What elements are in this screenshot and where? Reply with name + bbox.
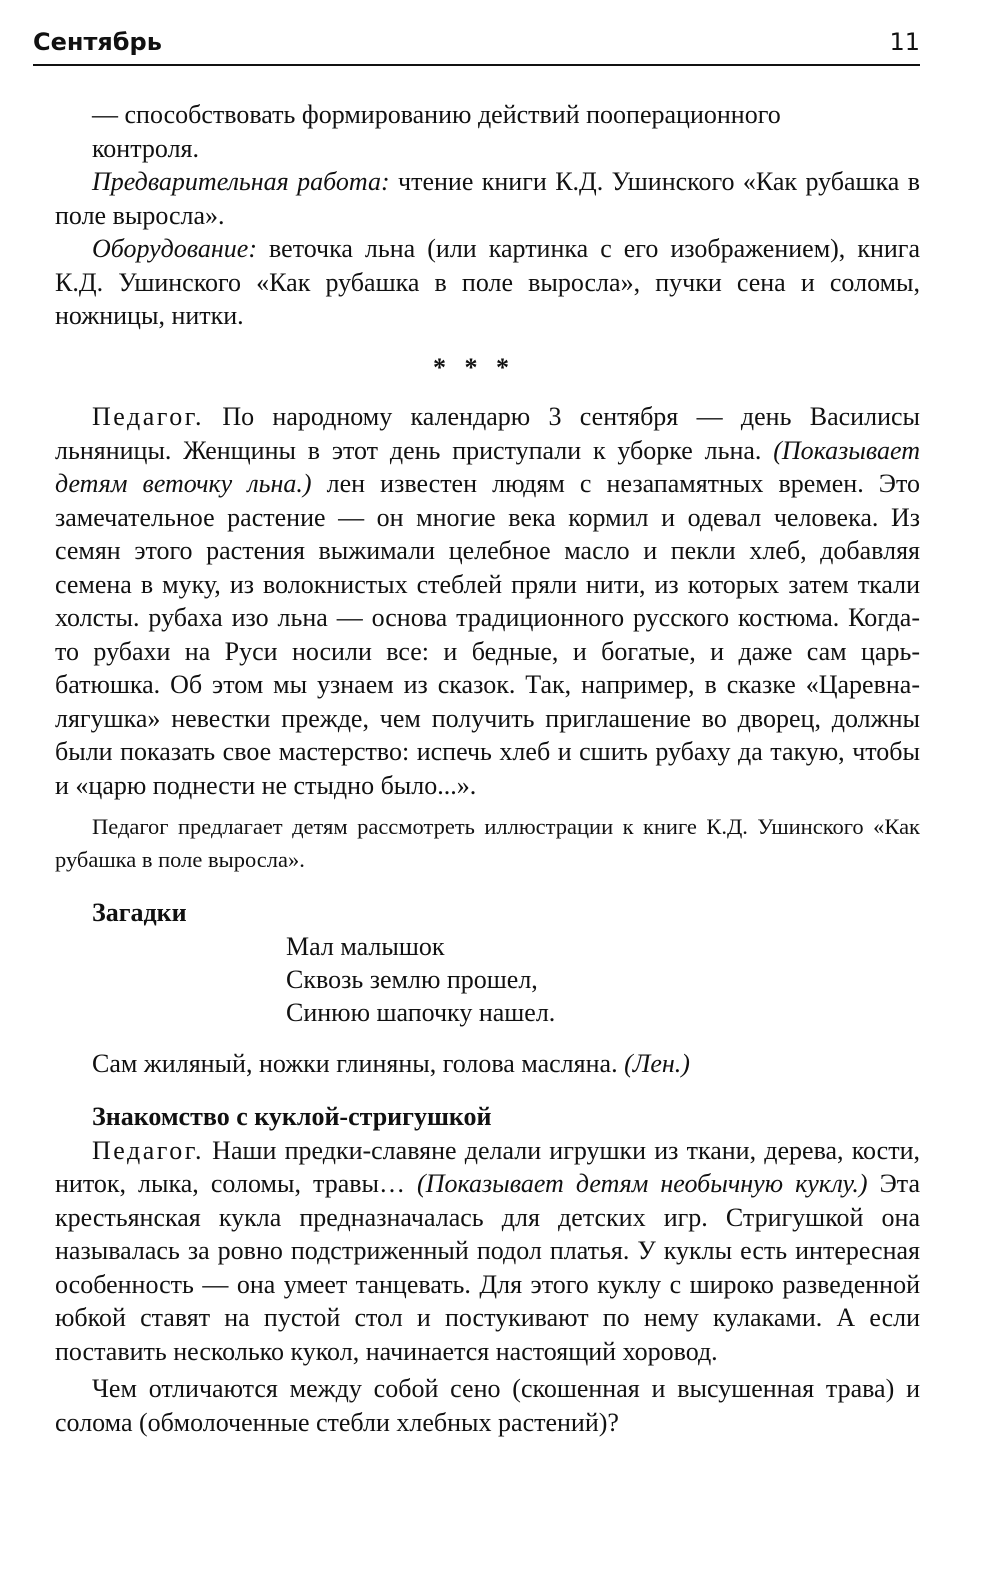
riddle-poem [286,930,920,1029]
goal-line-1: — способствовать формированию действий пооперационного [92,100,781,129]
page-number: 11 [889,28,920,56]
doll-remark: (Показывает детям необычную куклу.) [417,1169,868,1198]
riddles-heading: Загадки [92,898,187,927]
equipment-paragraph [55,232,920,333]
poem-line: Синюю шапочку нашел. [286,997,556,1027]
preparation-paragraph [55,165,920,232]
page-body [55,98,920,1439]
teacher-paragraph-flax [55,400,920,802]
stage-remark: (Показывает детям веточку льна.) [55,435,920,498]
section-separator: * * * [433,352,515,382]
riddle-two [55,1047,920,1081]
poem-line: Мал малышок [286,931,445,961]
poem-line: Сквозь землю прошел, [286,964,538,994]
teacher-paragraph-doll [55,1134,920,1369]
speaker-label: Педагог. [92,402,204,431]
equipment-label: Оборудование: [92,234,257,263]
preparation-text: чтение книги К.Д. Ушинского «Как рубашка в поле выросла». [55,167,920,230]
riddle-two-text: Сам жиляный, ножки глиняны, голова масляна. [92,1048,625,1078]
doll-heading: Знакомство с куклой-стригушкой [92,1102,492,1131]
question-paragraph: Чем отличаются между собой сено (скошенная и высушенная трава) и солома (обмолоченные стебли хлебных растений)? [55,1374,920,1437]
speaker-label: Педагог. [92,1135,204,1165]
goal-line-2: контроля. [92,133,199,163]
running-header [33,18,920,66]
teacher-note: Педагог предлагает детям рассмотреть иллюстрации к книге К.Д. Ушинского «Как рубашка в поле выросла». [55,814,920,872]
doll-text-b: Эта крестьянская кукла предназначалась для детских игр. Стригушкой она называлась за ровно подстриженный подол платья. У куклы есть интересная особенность — она умеет танцевать. Для этого куклу с широко разведенной юбкой ставят на пустой стол и постукивают по нему кулаками. А если поставить несколько кукол, начинается настоящий хоровод. [55,1169,920,1366]
preparation-label: Предварительная работа: [92,167,390,196]
chapter-title: Сентябрь [33,28,162,56]
teacher-text-a: По народному календарю 3 сентября — день Василисы льняницы. Женщины в этот день приступали к уборке льна. [55,402,920,465]
riddle-two-answer: (Лен.) [624,1048,690,1078]
goal-item [55,98,920,165]
teacher-text-b: лен известен людям с незапамятных времен. Это замечательное растение — он многие века кормил и одевал человека. Из семян этого растения выжимали целебное масло и пекли хлеб, добавляя семена в муку, из волокнистых стеблей пряли нити, из которых затем ткали холсты. рубаха изо льна — основа традиционного русского костюма. Когда-то рубахи на Руси носили все: и бедные, и богатые, и даже сам царь-батюшка. Об этом мы узнаем из сказок. Так, например, в сказке «Царевна-лягушка» невестки прежде, чем получить приглашение во дворец, должны были показать свое мастерство: испечь хлеб и сшить рубаху да такую, чтобы и «царю поднести не стыдно было...». [55,469,920,800]
equipment-text: веточка льна (или картинка с его изображением), книга К.Д. Ушинского «Как рубашка в поле выросла», пучки сена и соломы, ножницы, нитки. [55,234,920,330]
doll-text-a: Наши предки-славяне делали игрушки из ткани, дерева, кости, ниток, лыка, соломы, травы… [55,1135,920,1198]
